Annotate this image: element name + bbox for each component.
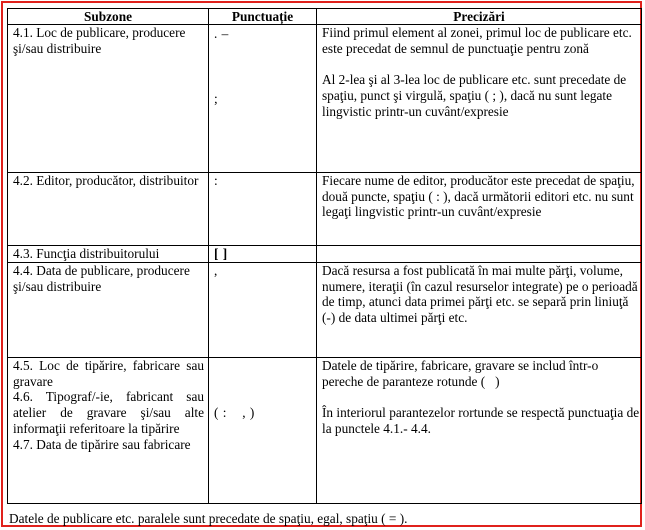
detail-cell xyxy=(317,358,642,504)
table-row xyxy=(8,173,642,246)
table-row xyxy=(8,246,642,263)
subzone-text: 4.1. Loc de publicare, producere şi/sau distribuire xyxy=(13,25,186,56)
header-details: Precizări xyxy=(317,9,642,25)
header-punctuation: Punctuație xyxy=(209,9,317,25)
table-row xyxy=(8,358,642,504)
subzone-cell xyxy=(8,246,209,263)
subzone-cell xyxy=(8,25,209,173)
detail-cell xyxy=(317,246,642,263)
punctuation-cell xyxy=(209,173,317,246)
punctuation-cell xyxy=(209,263,317,358)
detail-cell xyxy=(317,173,642,246)
punctuation-mark: . – xyxy=(214,26,229,41)
punctuation-cell xyxy=(209,25,317,173)
punctuation-mark: [ ] xyxy=(214,246,228,261)
table-header-row xyxy=(8,9,642,25)
subzone-text: 4.4. Data de publicare, producere şi/sau distribuire xyxy=(13,263,190,294)
footer-note: Datele de publicare etc. paralele sunt precedate de spaţiu, egal, spaţiu ( = ). xyxy=(9,511,408,526)
punctuation-mark: ( : , ) xyxy=(214,405,255,420)
detail-cell xyxy=(317,263,642,358)
header-subzone: Subzone xyxy=(8,9,209,25)
punctuation-mark: , xyxy=(214,263,218,278)
punctuation-mark: : xyxy=(214,173,219,188)
detail-text: Dacă resursa a fost publicată în mai multe părţi, volume, numere, iteraţii (în cazul resurselor integrate) pe o perioadă de timp, atunci data primei părţi etc. se separă prin liniuţă (-) de data ultimei părţi etc. xyxy=(322,263,638,326)
detail-text: Al 2-lea şi al 3-lea loc de publicare etc. sunt precedate de spaţiu, punct şi virgulă, spaţiu ( ; ), dacă nu sunt legate lingvistic printr-un cuvânt/expresie xyxy=(322,72,627,119)
subzone-text: 4.7. Data de tipărire sau fabricare xyxy=(13,436,191,452)
subzone-cell xyxy=(8,263,209,358)
subzone-cell xyxy=(8,173,209,246)
subzone-cell xyxy=(8,358,209,504)
subzone-text: 4.2. Editor, producător, distribuitor xyxy=(13,173,199,188)
document-frame xyxy=(1,1,642,527)
detail-text: Fiind primul element al zonei, primul loc de publicare etc. este precedat de semnul de punctuaţie pentru zonă xyxy=(322,25,632,56)
subzone-text: 4.3. Funcţia distribuitorului xyxy=(13,246,160,261)
table-row xyxy=(8,263,642,358)
subzone-text: 4.5. Loc de tipărire, fabricare sau gravare xyxy=(13,358,204,389)
punctuation-table xyxy=(7,8,642,504)
detail-text: Fiecare nume de editor, producător este precedat de spaţiu, două puncte, spaţiu ( : ), dacă următorii editori etc. nu sunt legaţi lingvistic printr-un cuvânt/expresie xyxy=(322,173,635,220)
punctuation-cell xyxy=(209,358,317,504)
detail-text: În interiorul parantezelor rortunde se respectă punctuaţia de la punctele 4.1.- 4.4. xyxy=(322,405,640,437)
detail-text: Datele de tipărire, fabricare, gravare se includ într-o pereche de paranteze rotunde ( ) xyxy=(322,358,602,389)
detail-cell xyxy=(317,25,642,173)
punctuation-cell xyxy=(209,246,317,263)
punctuation-mark: ; xyxy=(214,90,219,106)
subzone-text: 4.6. Tipograf/-ie, fabricant sau atelier de gravare şi/sau alte informaţii referitoare la tipărire xyxy=(13,389,204,436)
table-row xyxy=(8,25,642,173)
